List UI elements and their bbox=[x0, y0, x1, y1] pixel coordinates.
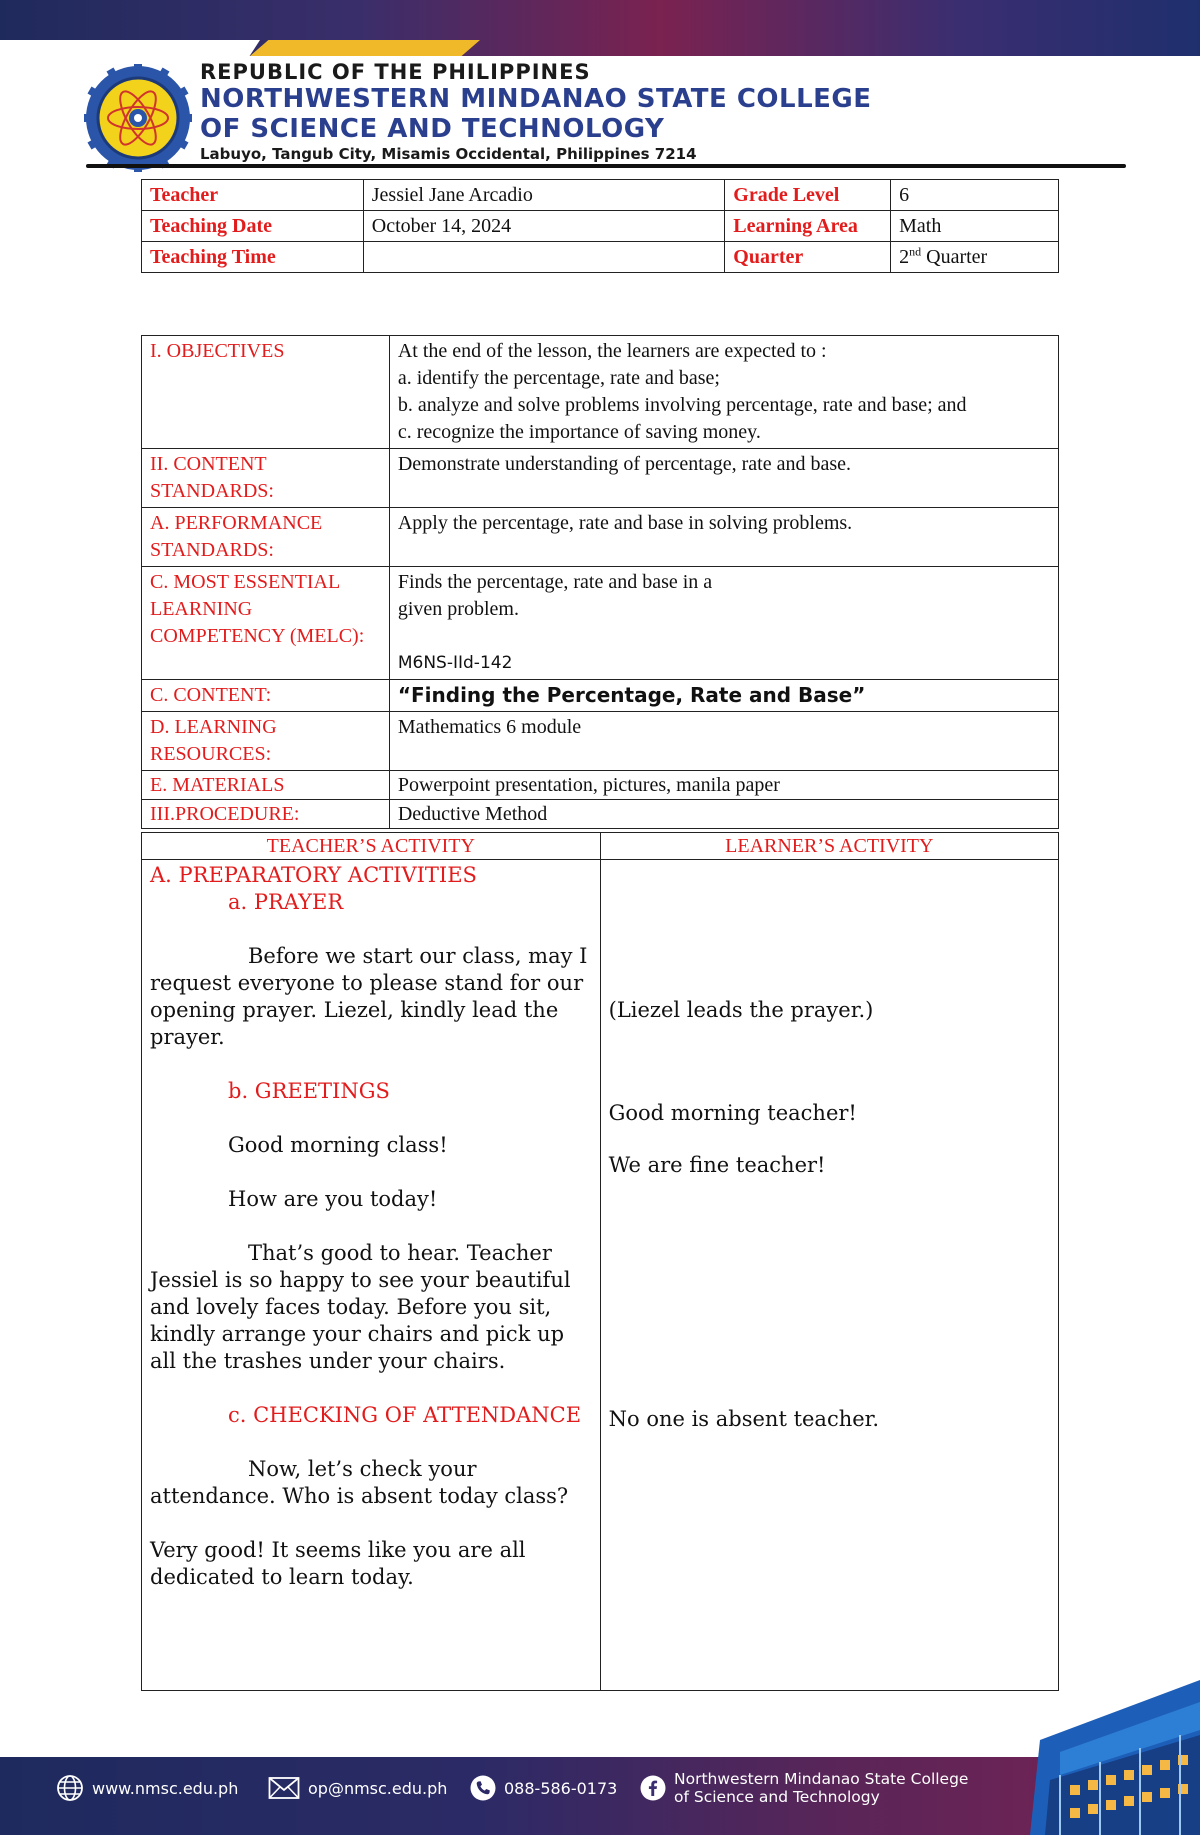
objectives-intro: At the end of the lesson, the learners are expected to : bbox=[397, 340, 827, 362]
prayer-title: a. PRAYER bbox=[228, 890, 344, 914]
teacher-activity-cell bbox=[142, 860, 601, 1691]
prayer-text: Before we start our class, may I request everyone to please stand for our opening prayer. Liezel, kindly lead the prayer. bbox=[150, 944, 588, 1049]
objectives-row bbox=[142, 336, 1059, 449]
footer-email[interactable] bbox=[268, 1770, 447, 1806]
learner-activity-cell bbox=[600, 860, 1058, 1691]
procedure-row bbox=[142, 800, 1059, 829]
melc-label: C. MOST ESSENTIAL LEARNING COMPETENCY (MELC): bbox=[142, 567, 390, 680]
objectives-value bbox=[389, 336, 1058, 449]
campus-building-illustration bbox=[1000, 1680, 1200, 1835]
melc-text-1: Finds the percentage, rate and base in a bbox=[397, 571, 713, 593]
materials-value: Powerpoint presentation, pictures, manila paper bbox=[389, 771, 1058, 800]
header-band-gold-strip bbox=[250, 40, 480, 56]
facebook-icon bbox=[640, 1775, 666, 1801]
quarter-suffix: nd bbox=[909, 244, 922, 259]
quarter-label: Quarter bbox=[725, 242, 891, 273]
footer-facebook[interactable] bbox=[640, 1770, 968, 1806]
footer-website[interactable] bbox=[56, 1770, 238, 1806]
resources-value: Mathematics 6 module bbox=[389, 712, 1058, 771]
quarter-value bbox=[891, 242, 1059, 273]
header-band-white-strip bbox=[0, 40, 260, 56]
greeting-good-to-hear: That’s good to hear. Teacher Jessiel is so happy to see your beautiful and lovely faces today. Before you sit, kindly arrange your chairs and pick up all the trashes under your chairs. bbox=[150, 1241, 571, 1373]
website-text: www.nmsc.edu.ph bbox=[92, 1778, 239, 1798]
college-header bbox=[200, 60, 872, 163]
procedure-value: Deductive Method bbox=[389, 800, 1058, 829]
performance-standards-row bbox=[142, 508, 1059, 567]
learner-prayer: (Liezel leads the prayer.) bbox=[608, 998, 874, 1022]
melc-value bbox=[389, 567, 1058, 680]
college-name-line1: NORTHWESTERN MINDANAO STATE COLLEGE bbox=[200, 84, 872, 114]
resources-row bbox=[142, 712, 1059, 771]
attendance-title: c. CHECKING OF ATTENDANCE bbox=[228, 1403, 582, 1427]
learner-absent: No one is absent teacher. bbox=[608, 1407, 880, 1431]
content-standards-value: Demonstrate understanding of percentage, rate and base. bbox=[389, 449, 1058, 508]
header-divider bbox=[86, 164, 1126, 168]
republic-label: REPUBLIC OF THE PHILIPPINES bbox=[200, 60, 591, 84]
grade-level-label: Grade Level bbox=[725, 180, 891, 211]
melc-row bbox=[142, 567, 1059, 680]
objective-a: a. identify the percentage, rate and base; bbox=[397, 367, 720, 389]
melc-text-2: given problem. bbox=[397, 598, 519, 620]
phone-icon bbox=[470, 1775, 496, 1801]
closing-text: Very good! It seems like you are all dedicated to learn today. bbox=[150, 1538, 526, 1589]
globe-icon bbox=[56, 1774, 84, 1802]
objectives-label: I. OBJECTIVES bbox=[142, 336, 390, 449]
materials-label: E. MATERIALS bbox=[142, 771, 390, 800]
procedure-label: III.PROCEDURE: bbox=[142, 800, 390, 829]
grade-level-value: 6 bbox=[891, 180, 1059, 211]
college-seal-icon bbox=[84, 64, 192, 172]
greeting-how-are-you: How are you today! bbox=[228, 1187, 438, 1211]
greeting-morning: Good morning class! bbox=[228, 1133, 448, 1157]
mail-icon bbox=[268, 1776, 300, 1800]
activity-table bbox=[141, 832, 1059, 1691]
email-text: op@nmsc.edu.ph bbox=[308, 1778, 448, 1798]
phone-text: 088-586-0173 bbox=[504, 1778, 618, 1798]
materials-row bbox=[142, 771, 1059, 800]
lesson-info-table bbox=[141, 179, 1059, 273]
learning-area-label: Learning Area bbox=[725, 211, 891, 242]
learner-fine: We are fine teacher! bbox=[608, 1153, 826, 1177]
facebook-line-2: of Science and Technology bbox=[674, 1788, 880, 1806]
lesson-plan-table bbox=[141, 335, 1059, 829]
learner-activity-header: LEARNER’S ACTIVITY bbox=[600, 833, 1058, 860]
content-label: C. CONTENT: bbox=[142, 680, 390, 712]
greetings-title: b. GREETINGS bbox=[228, 1079, 390, 1103]
college-address: Labuyo, Tangub City, Misamis Occidental, Philippines 7214 bbox=[200, 145, 697, 163]
teaching-time-value bbox=[363, 242, 725, 273]
quarter-number: 2 bbox=[899, 246, 910, 268]
content-standards-row bbox=[142, 449, 1059, 508]
quarter-word: Quarter bbox=[921, 246, 988, 268]
resources-label: D. LEARNING RESOURCES: bbox=[142, 712, 390, 771]
learner-greeting: Good morning teacher! bbox=[608, 1101, 857, 1125]
teacher-value: Jessiel Jane Arcadio bbox=[363, 180, 725, 211]
teaching-time-label: Teaching Time bbox=[142, 242, 364, 273]
footer-phone[interactable] bbox=[470, 1770, 617, 1806]
content-value: “Finding the Percentage, Rate and Base” bbox=[389, 680, 1058, 712]
facebook-page-name bbox=[674, 1770, 968, 1806]
melc-code: M6NS-IId-142 bbox=[397, 653, 513, 673]
objective-c: c. recognize the importance of saving money. bbox=[397, 421, 761, 443]
performance-standards-label: A. PERFORMANCE STANDARDS: bbox=[142, 508, 390, 567]
objective-b: b. analyze and solve problems involving percentage, rate and base; and bbox=[397, 394, 967, 416]
teaching-date-value: October 14, 2024 bbox=[363, 211, 725, 242]
preparatory-activities-title: A. PREPARATORY ACTIVITIES bbox=[150, 863, 477, 887]
teacher-activity-header: TEACHER’S ACTIVITY bbox=[142, 833, 601, 860]
facebook-line-1: Northwestern Mindanao State College bbox=[674, 1770, 969, 1788]
attendance-text: Now, let’s check your attendance. Who is absent today class? bbox=[150, 1457, 569, 1508]
college-name-line2: OF SCIENCE AND TECHNOLOGY bbox=[200, 114, 665, 144]
learning-area-value: Math bbox=[891, 211, 1059, 242]
performance-standards-value: Apply the percentage, rate and base in solving problems. bbox=[389, 508, 1058, 567]
teaching-date-label: Teaching Date bbox=[142, 211, 364, 242]
teacher-label: Teacher bbox=[142, 180, 364, 211]
content-standards-label: II. CONTENT STANDARDS: bbox=[142, 449, 390, 508]
content-row bbox=[142, 680, 1059, 712]
